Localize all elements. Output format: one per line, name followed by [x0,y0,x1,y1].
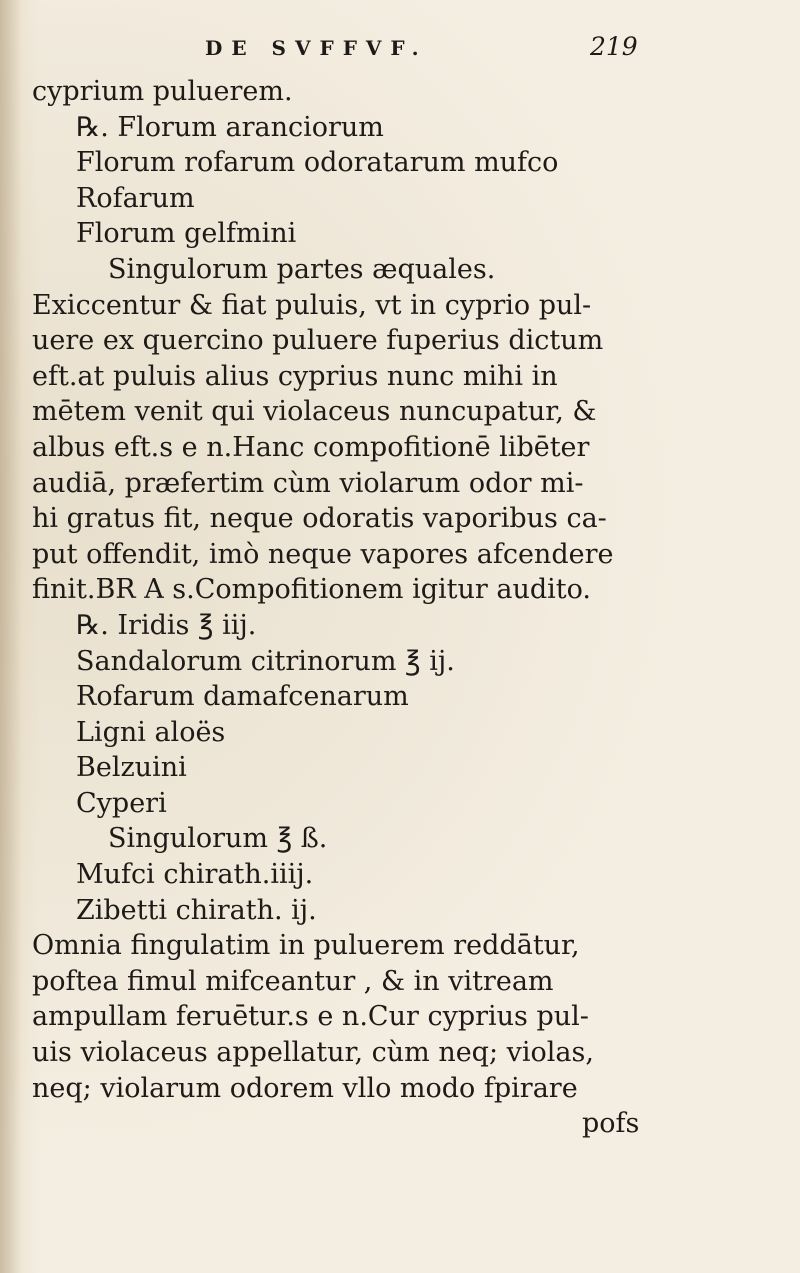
recipe-line: Ligni aloës [76,716,226,748]
text-line: neq; violarum odorem vllo modo fpirare [32,1072,578,1104]
recipe-line: Sandalorum citrinorum ℥ ij. [76,645,455,677]
text-line: finit.BR A s.Compofitionem igitur audito. [32,574,591,606]
text-line: cyprium puluerem. [32,76,293,107]
catchword: pofs [582,1108,640,1140]
text-line: audiā, præfertim cùm violarum odor mi- [32,467,584,499]
recipe-line: Florum rofarum odoratarum mufco [76,147,559,179]
recipe-line: Belzuini [76,752,187,784]
text-line: uere ex quercino puluere fuperius dictum [32,325,604,357]
text-line: albus eft.s e n.Hanc compofitionē libēter [32,431,590,463]
text-line: hi gratus fit, neque odoratis vaporibus ca- [32,503,607,535]
recipe-line: Singulorum partes æquales. [108,253,496,285]
recipe-line: Mufci chirath.iiij. [76,859,314,891]
text-line: eft.at puluis alius cyprius nunc mihi in [32,360,558,392]
recipe-line: ℞. Florum aranciorum [76,111,384,143]
page-body [32,74,772,1142]
text-line: mētem venit qui violaceus nuncupatur, & [32,396,597,428]
text-line: uis violaceus appellatur, cùm neq; violas, [32,1037,594,1069]
text-line: put offendit, imò neque vapores afcendere [32,538,614,570]
recipe-line: Rofarum damafcenarum [76,681,409,713]
running-head: DE SVFFVF. [205,36,428,60]
text-line: ampullam feruētur.s e n.Cur cyprius pul- [32,1001,589,1033]
text-line: Exiccentur & fiat puluis, vt in cyprio pul- [32,289,592,321]
text-line: poftea fimul mifceantur , & in vitream [32,965,554,997]
recipe-line: Rofarum [76,182,195,214]
text-line: Omnia fingulatim in puluerem reddātur, [32,930,580,962]
page-header [0,30,800,70]
recipe-line: Zibetti chirath. ij. [76,894,317,926]
recipe-line: Florum gelfmini [76,218,297,250]
recipe-line: Singulorum ℥ ß. [108,823,328,855]
gutter-shadow [0,0,22,1273]
page-number: 219 [590,32,638,61]
recipe-line: ℞. Iridis ℥ iij. [76,609,257,641]
recipe-line: Cyperi [76,787,167,819]
